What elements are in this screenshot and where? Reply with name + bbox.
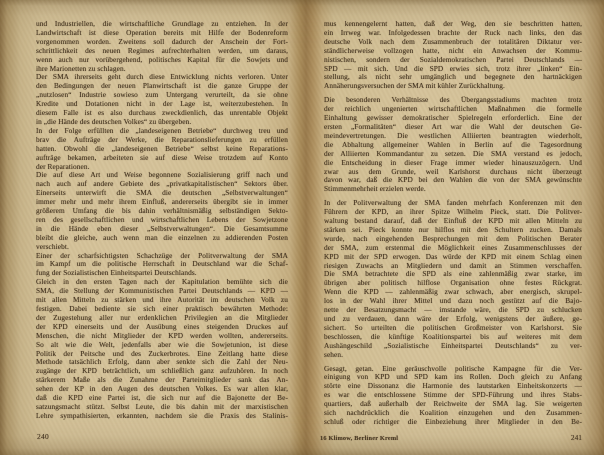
text-line: ständlicherweise vollzogen hatte, nicht ein Anwachsen der Kommu- bbox=[324, 46, 582, 55]
text-line: Einhaltung gewisser demokratischer Spielregeln erforderlich. Eine der bbox=[324, 114, 582, 123]
text-line: festigen. Dabei bediente sie sich einer praktisch bewährten Methode: bbox=[36, 305, 288, 313]
text-line: der reichlich ungenierten wirtschaftlichen Maßnahmen die formelle bbox=[324, 105, 582, 114]
text-line: zwar aus dem Grunde, weil Karlshorst durchaus nicht überzeugt bbox=[324, 167, 582, 176]
text-line: in die Hände eben dieser „Selbstverwaltungen“. Die Gesamtsumme bbox=[36, 224, 288, 233]
text-line: mit allen Mitteln zu stärken und ihre Autorität im deutschen Volk zu bbox=[36, 296, 288, 305]
text-line: schluß oder richtiger die Einbeziehung ihrer Mitglieder in den Be- bbox=[324, 417, 582, 426]
text-line: vorgenommen worden. Zweitens soll dadurch der Anschein der Fort- bbox=[36, 37, 288, 46]
text-line: SMA, die Stellung der Kommunistischen Partei Deutschlands — KPD — bbox=[36, 287, 288, 296]
text-line: meindevertretungen. Die westlichen Alliierten beantragten wiederholt, bbox=[324, 131, 582, 140]
text-line: einigung von KPD und SPD kam ins Rollen. Doch gleich zu Anfang bbox=[324, 373, 582, 382]
text-line: Landwirtschaft ist diese Operation bereits mit Hilfe der Bodenreform bbox=[36, 28, 288, 37]
text-line: So alt wie die Welt, jedenfalls aber wie die Sowjetunion, ist diese bbox=[36, 340, 288, 349]
text-line: und zu verdauen, dann wäre der Erfolg, wenigstens der äußere, ge- bbox=[324, 315, 582, 323]
paragraph bbox=[36, 252, 288, 279]
text-line: ren des gesellschaftlichen und wirtschaftlichen Lebens der Sowjetzone bbox=[36, 215, 288, 224]
text-line: stellung, als nicht sehr umgänglich und begegnete den hartnäckigen bbox=[324, 73, 582, 82]
text-line: Gleich in den ersten Tagen nach der Kapitulation bemühte sich die bbox=[36, 278, 288, 287]
text-line: sehen der KP in den Augen des deutschen Volkes. Es war allen klar, bbox=[36, 385, 288, 394]
printer-signature: 16 Klimow, Berliner Kreml bbox=[320, 435, 399, 442]
text-line: größerem Umfang die bis dahin verhältnismäßig selbständigen Sekto- bbox=[36, 207, 288, 216]
right-page-footer bbox=[320, 433, 582, 442]
text-line: beschlossen, die künftige Koalitionspartei bis auf weiteres mit dem bbox=[324, 332, 582, 341]
paragraph bbox=[36, 127, 288, 172]
text-line: immer mehr und mehr ihrem Einfluß, andererseits übergibt sie in immer bbox=[36, 198, 288, 207]
paragraph bbox=[324, 96, 582, 194]
text-line: mus kennengelernt hatten, daß der Weg, den sie beschritten hatten, bbox=[324, 20, 582, 28]
text-line: Einerseits unterwirft die SMA die deutschen „Selbstverwaltungen“ bbox=[36, 189, 288, 198]
text-line: brav die Aufträge der Werke, die Reparationslieferungen zu erfüllen bbox=[36, 135, 288, 144]
page-number-left: 240 bbox=[37, 432, 49, 441]
text-line: Stimmenmehrheit erzielen werde. bbox=[324, 185, 426, 194]
text-line: Gesagt, getan. Eine geräuschvolle politische Kampagne für die Ver- bbox=[324, 364, 582, 373]
text-line: der Alliierten Kommandantur zu setzen. Die SMA verstand es jedoch, bbox=[324, 149, 582, 158]
text-line: Wenn die KPD — zahlenmäßig zwar schwach, aber energisch, skrupel- bbox=[324, 288, 582, 297]
text-line: nette der Besatzungsmacht — imstande wäre, die SPD zu schlucken bbox=[324, 306, 582, 315]
text-line: der KPD einerseits und der Ausübung eines steigenden Druckes auf bbox=[36, 322, 288, 331]
text-line: sehen. bbox=[324, 350, 344, 359]
paragraph bbox=[36, 171, 288, 251]
text-line: schrittlichkeit des neuen Regimes aufrechterhalten werden, um daraus, bbox=[36, 46, 288, 55]
text-line: die Entscheidung in dieser Frage immer wieder hinauszuzögern. Und bbox=[324, 158, 582, 167]
text-line: davon war, daß die KPD bei den Wahlen die von der SMA gewünschte bbox=[324, 176, 582, 185]
text-line: stärken sei. Pieck konnte nur hilflos mit den Schultern zucken. Damals bbox=[324, 225, 582, 234]
text-line: daß die KPD eine Partei ist, die sich nur auf die Bajonette der Be- bbox=[36, 394, 288, 403]
text-line: Aushängeschild „Sozialistische Einheitspartei Deutschlands“ zu ver- bbox=[324, 341, 582, 350]
paragraph bbox=[324, 199, 582, 359]
text-line: ein Irrweg war. Infolgedessen brachte der Ruck nach links, den das bbox=[324, 28, 582, 37]
text-line: waltung bestand darauf, daß der Einfluß der KPD mit allen Mitteln zu bbox=[324, 217, 582, 226]
text-line: los in der Wahl ihrer Mittel und dazu noch gestützt auf die Bajo- bbox=[324, 297, 582, 306]
text-line: In der Politverwaltung der SMA fanden mehrfach Konferenzen mit den bbox=[324, 199, 582, 208]
text-line: In der Folge erfüllten die „landeseigenen Betriebe“ durchweg treu und bbox=[36, 126, 288, 135]
text-line: Annäherungsversuchen der SMA mit kühler Zurückhaltung. bbox=[324, 82, 505, 91]
text-line: es war die entschlossene Stimme der SPD-Führung und ihres Stabs- bbox=[324, 391, 582, 400]
text-line: aufträge bekamen, arbeiteten sie auf diese Weise trotzdem auf Konto bbox=[36, 153, 288, 162]
text-line: sich nachdrücklich die Koalition einzugehen und den Zusammen- bbox=[324, 409, 582, 418]
text-line: ersten „Formalitäten“ dieser Art war die Wahl der deutschen Ge- bbox=[324, 122, 582, 131]
left-page-text bbox=[36, 20, 288, 421]
text-line: Der SMA ihrerseits geht durch diese Entwicklung nichts verloren. Unter bbox=[36, 73, 288, 82]
text-line: die Abhaltung allgemeiner Wahlen in Berlin auf die Tagesordnung bbox=[324, 140, 582, 149]
text-line: satzungsmacht stützt. Selbst Leute, die bis dahin mit der marxistischen bbox=[36, 402, 288, 411]
text-line: nistischen, sondern der Sozialdemokratischen Partei Deutschlands — bbox=[324, 55, 582, 64]
paragraph bbox=[36, 73, 288, 126]
paragraph bbox=[324, 365, 582, 427]
text-line: bleibt die gleiche, auch wenn man die einzelnen zu addierenden Posten bbox=[36, 233, 288, 242]
text-line: riesigen Zuwachs an Mitgliedern und damit an Stimmen verschaffen. bbox=[324, 261, 582, 270]
text-line: Die SMA betrachtete die SPD als eine zahlenmäßig zwar starke, im bbox=[324, 270, 582, 279]
text-line: Führern der KPD, an ihrer Spitze Wilhelm Pieck, statt. Die Politver- bbox=[324, 208, 582, 217]
text-line: wurde, nach eingehenden Besprechungen mit dem Politischen Berater bbox=[324, 234, 582, 243]
text-line: diesem Falle ist es also durchaus zweckdienlich, das unrentable Objekt bbox=[36, 109, 288, 118]
paragraph bbox=[324, 20, 582, 91]
text-line: Methode tatsächlich Erfolg, dann aber senkte sich die Zahl der Neu- bbox=[36, 358, 288, 367]
text-line: verschiebt. bbox=[36, 242, 69, 251]
paragraph bbox=[36, 278, 288, 421]
text-line: hatten. Obwohl die „landeseigenen Betriebe“ selbst keine Reparations- bbox=[36, 144, 288, 153]
text-line: quartiers, daß außerhalb der Reichweite der SMA lag. Sie weigerten bbox=[324, 400, 582, 409]
text-line: SPD — mit sich. Und die SPD erwies sich, trotz ihrer „linken“ Ein- bbox=[324, 64, 582, 73]
page-number-right: 241 bbox=[570, 433, 582, 442]
text-line: Die auf diese Art und Weise begonnene Sozialisierung griff nach und bbox=[36, 171, 288, 180]
text-line: ihre Marionetten zu schlagen. bbox=[36, 64, 126, 73]
text-line: deutsche Volk nach dem Zusammenbruch der totalitären Diktatur ver- bbox=[324, 37, 582, 46]
text-line: der Reparationen. bbox=[36, 162, 90, 171]
text-line: Menschen, die nicht Mitglieder der KPD werden wollten, andererseits. bbox=[36, 331, 288, 340]
text-line: Politik der Peitsche und des Zuckerbrotes. Eine Zeitlang hatte diese bbox=[36, 349, 288, 358]
text-line: der Zugestehung aller nur erdenklichen Privilegien an die Mitglieder bbox=[36, 313, 288, 322]
text-line: störte eine Dissonanz die Harmonie des lautstarken Einheitskonzerts — bbox=[324, 382, 582, 391]
text-line: zugänge der KPD beträchtlich, um schließlich ganz aufzuhören. In noch bbox=[36, 367, 288, 376]
paragraph bbox=[36, 20, 288, 73]
text-line: übrigen aber politisch hilflose Organisation ohne festes Rückgrat. bbox=[324, 279, 582, 288]
text-line: und Industriellen, die wirtschaftliche Grundlage zu entziehen. In der bbox=[36, 20, 288, 28]
text-line: den Bedingungen der neuen Planwirtschaft ist die ganze Gruppe der bbox=[36, 82, 288, 91]
text-line: sichert. So urteilten die politischen Großmeister von Karlshorst. Sie bbox=[324, 323, 582, 332]
text-line: Die besonderen Verhältnisse des Übergangsstadiums machten trotz bbox=[324, 96, 582, 105]
text-line: nach auch auf andere Gebiete des „privatkapitalistischen“ Sektors über. bbox=[36, 180, 288, 189]
text-line: in „die Hände des deutschen Volkes“ zu übergeben. bbox=[36, 117, 192, 126]
text-line: Einer der scharfsichtigsten Schachzüge der Politverwaltung der SMA bbox=[36, 251, 288, 260]
text-line: KPD mit der SPD erwogen. Das würde der KPD mit einem Schlag einen bbox=[324, 252, 582, 261]
text-line: stärkerem Maße als die Zunahme der Parteimitglieder sank das An- bbox=[36, 376, 288, 385]
text-line: fung der Sozialistischen Einheitspartei Deutschlands. bbox=[36, 269, 197, 278]
text-line: „nutzlosen“ Industrie sowieso zum Untergang verurteilt, da sie ohne bbox=[36, 91, 288, 100]
right-page-text bbox=[324, 20, 582, 427]
text-line: Lehre sympathisierten, erkannten, nachdem sie die Praxis des Stalinis- bbox=[36, 411, 288, 420]
text-line: der SMA, zum erstenmal die Möglichkeit eines Zusammenschlusses der bbox=[324, 243, 582, 252]
text-line: im Kampf um die politische Herrschaft in Deutschland war die Schaf- bbox=[36, 260, 288, 269]
text-line: wenn auch nur vorübergehend, politisches Kapital für die Sowjets und bbox=[36, 55, 288, 64]
text-line: Kredite und Dotationen nicht in der Lage ist, weiterzubestehen. In bbox=[36, 100, 288, 109]
